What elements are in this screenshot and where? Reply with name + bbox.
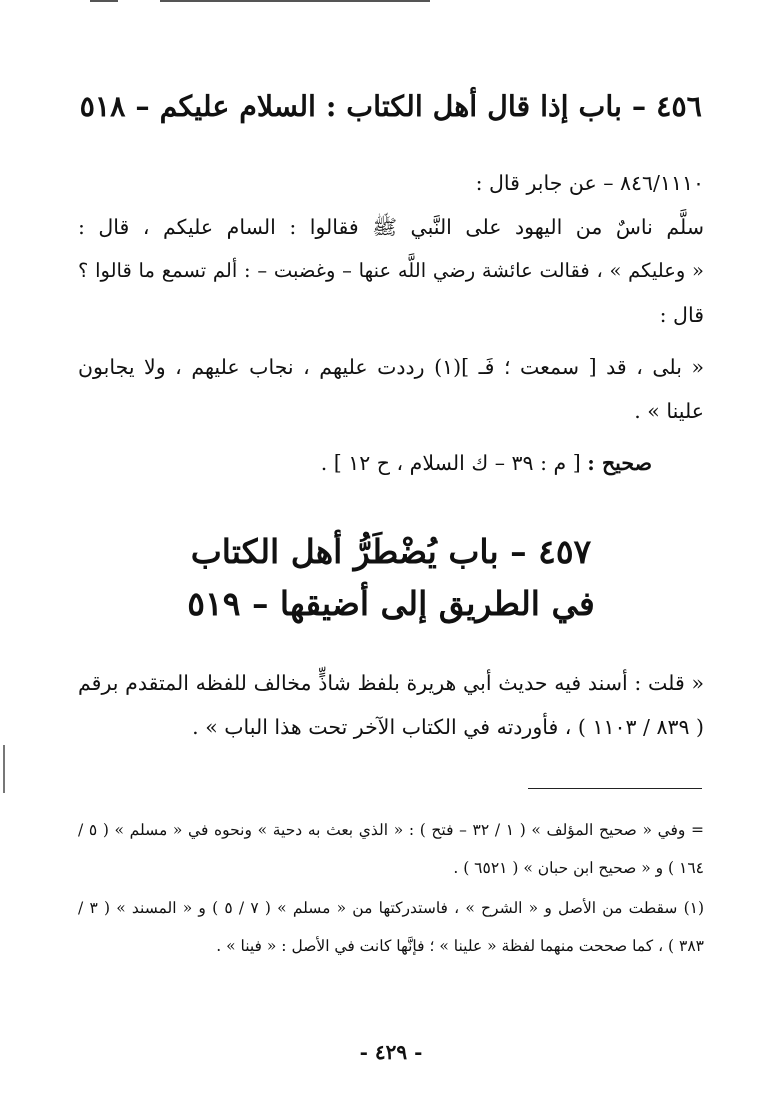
page-number: - ٤٢٩ - [359,1040,423,1064]
grade-label: صحيح : [587,451,652,475]
note-457-line-1: « قلت : أسند فيه حديث أبي هريرة بلفظ شاذٍّ مخالف للفظه المتقدم برقم [78,671,704,695]
hadith-846-line-2: « وعليكم » ، فقالت عائشة رضي اللَّه عنها – وغضبت – : ألم تسمع ما قالوا ؟ [78,259,704,282]
margin-mark [3,745,5,793]
hadith-846-line-4: « بلى ، قد [ سمعت ؛ فَـ ](١) رددت عليهم ، نجاب عليهم ، ولا يجابون [78,355,704,379]
grade-reference: [ م : ٣٩ – ك السلام ، ح ١٢ ] . [320,451,581,475]
top-edge-rule [160,0,430,2]
footnote-separator [528,788,702,789]
hadith-846-line-3: قال : [659,303,704,327]
hadith-846-grade [78,448,652,478]
hadith-846-number: ٨٤٦/١١١٠ – عن جابر قال : [475,171,704,195]
footnote-continuation-line-2: ١٦٤ ) و « صحيح ابن حبان » ( ٦٥٢١ ) . [453,859,704,877]
hadith-846-line-1: سلَّم ناسٌ من اليهود على النَّبي ﷺ فقالوا : السام عليكم ، قال : [78,215,704,239]
chapter-456-title: ٤٥٦ – باب إذا قال أهل الكتاب : السلام عليكم – ٥١٨ [79,89,702,123]
note-457-line-2: ( ٨٣٩ / ١١٠٣ ) ، فأوردته في الكتاب الآخر تحت هذا الباب » . [192,715,704,739]
footnote-1-line-1: (١) سقطت من الأصل و « الشرح » ، فاستدركتها من « مسلم » ( ٧ / ٥ ) و « المسند » ( ٣ / [78,899,705,917]
hadith-846-line-5: علينا » . [634,399,704,423]
footnote-continuation-line-1: = وفي « صحيح المؤلف » ( ١ / ٣٢ – فتح ) : « الذي بعث به دحية » ونحوه في « مسلم » ( ٥ / [78,821,705,839]
top-edge-rule-short [90,0,118,2]
chapter-457-title-line-1: ٤٥٧ – باب يُضْطَرُّ أهل الكتاب [190,532,592,571]
footnote-1-line-2: ٣٨٣ ) ، كما صححت منهما لفظة « علينا » ؛ فإنَّها كانت في الأصل : « فينا » . [216,937,704,955]
chapter-457-title-line-2: في الطريق إلى أضيقها – ٥١٩ [187,584,595,623]
